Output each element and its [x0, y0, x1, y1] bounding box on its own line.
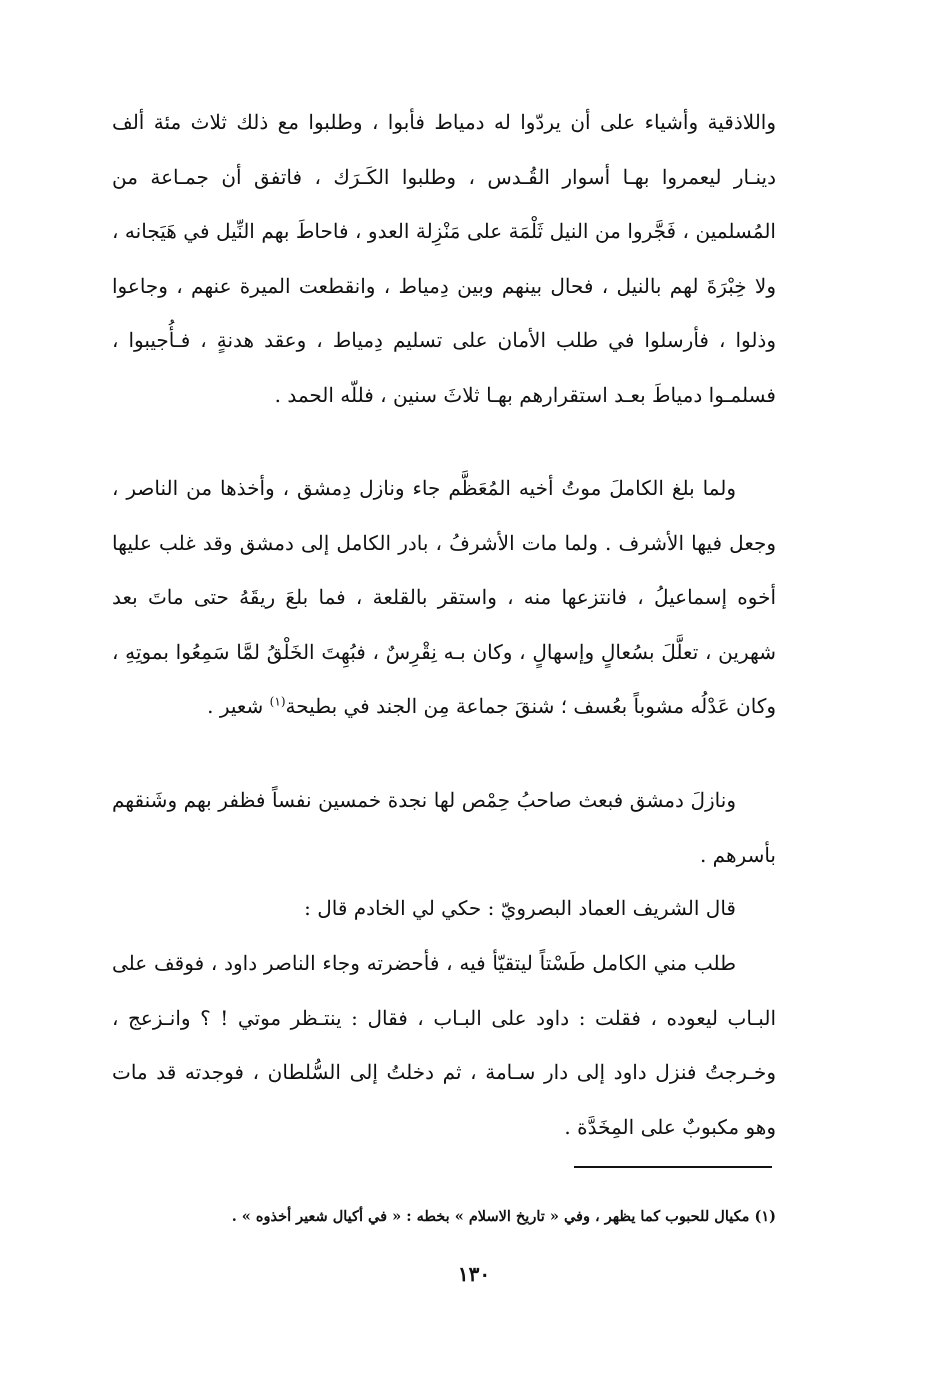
footnote: (١) مكيال للحبوب كما يظهر ، وفي « تاريخ الاسلام » بخطه : « في أكيال شعير أخذوه » .	[231, 1208, 776, 1225]
page-number: ١٣٠	[457, 1262, 491, 1286]
paragraph-4: قال الشريف العماد البصرويّ : حكي لي الخادم قال :	[304, 896, 736, 920]
paragraph-1: واللاذقية وأشياء على أن يردّوا له دمياط فأبوا ، وطلبوا مع ذلك ثلاث مئة ألف دينـار ليعمروا بهـا أسوار القُـدس ، وطلبوا الكَـرَك ، فاتفق أن جمـاعة من المُسلمين ، فَجَّروا من النيل ثَلْمَة على مَنْزِلة العدو ، فاحاطَ بهم النِّيل في هَيَجانه ، ولا خِبْرَةَ لهم بالنيل ، فحال بينهم وبين دِمياط ، وانقطعت الميرة عنهم ، وجاعوا وذلوا ، فأرسلوا في طلب الأمان على تسليم دِمياط ، وعقد هدنةٍ ، فـأُجيبوا ، فسلمـوا دمياطَ بعـد استقرارهم بهـا ثلاثَ سنين ، فللّه الحمد .	[112, 110, 777, 407]
footnote-divider	[574, 1166, 772, 1168]
paragraph-2-tail: شعير .	[207, 694, 264, 718]
paragraph-2	[112, 461, 776, 734]
paragraph-5: طلب مني الكامل طَسْتاً ليتقيّأ فيه ، فأحضرته وجاء الناصر داود ، فوقف على البـاب ليعوده ، فقلت : داود على البـاب ، فقال : ينتـظر موتي ! ؟ وانـزعج ، وخـرجتُ فنزل داود إلى دار سـامة ، ثم دخلتُ إلى السُّلطان ، فوجدته قد مات وهو مكبوبٌ على المِخَدَّة .	[112, 951, 776, 1139]
paragraph-3: ونازلَ دمشق فبعث صاحبُ حِمْص لها نجدة خمسين نفساً فظفر بهم وشَنقهم بأسرهم .	[112, 788, 776, 867]
footnote-marker: (١)	[269, 694, 286, 709]
paragraph-2-text: ولما بلغ الكاملَ موتُ أخيه المُعَظَّم جاء ونازل دِمشق ، وأخذها من الناصر ، وجعل فيها الأشرف . ولما مات الأشرفُ ، بادر الكامل إلى دمشق وقد غلب عليها أخوه إسماعيلُ ، فانتزعها منه ، واستقر بالقلعة ، فما بلعَ ريقَهُ حتى ماتَ بعد شهرين ، تعلَّلَ بسُعالٍ وإسهالٍ ، وكان بـه نِقْرِسٌ ، فبُهِتَ الخَلْقُ لمَّا سَمِعُوا بموتِهِ ، وكان عَدْلُه مشوباً بعُسف ؛ شنقَ جماعة مِن الجند في بطيحة	[112, 476, 776, 718]
